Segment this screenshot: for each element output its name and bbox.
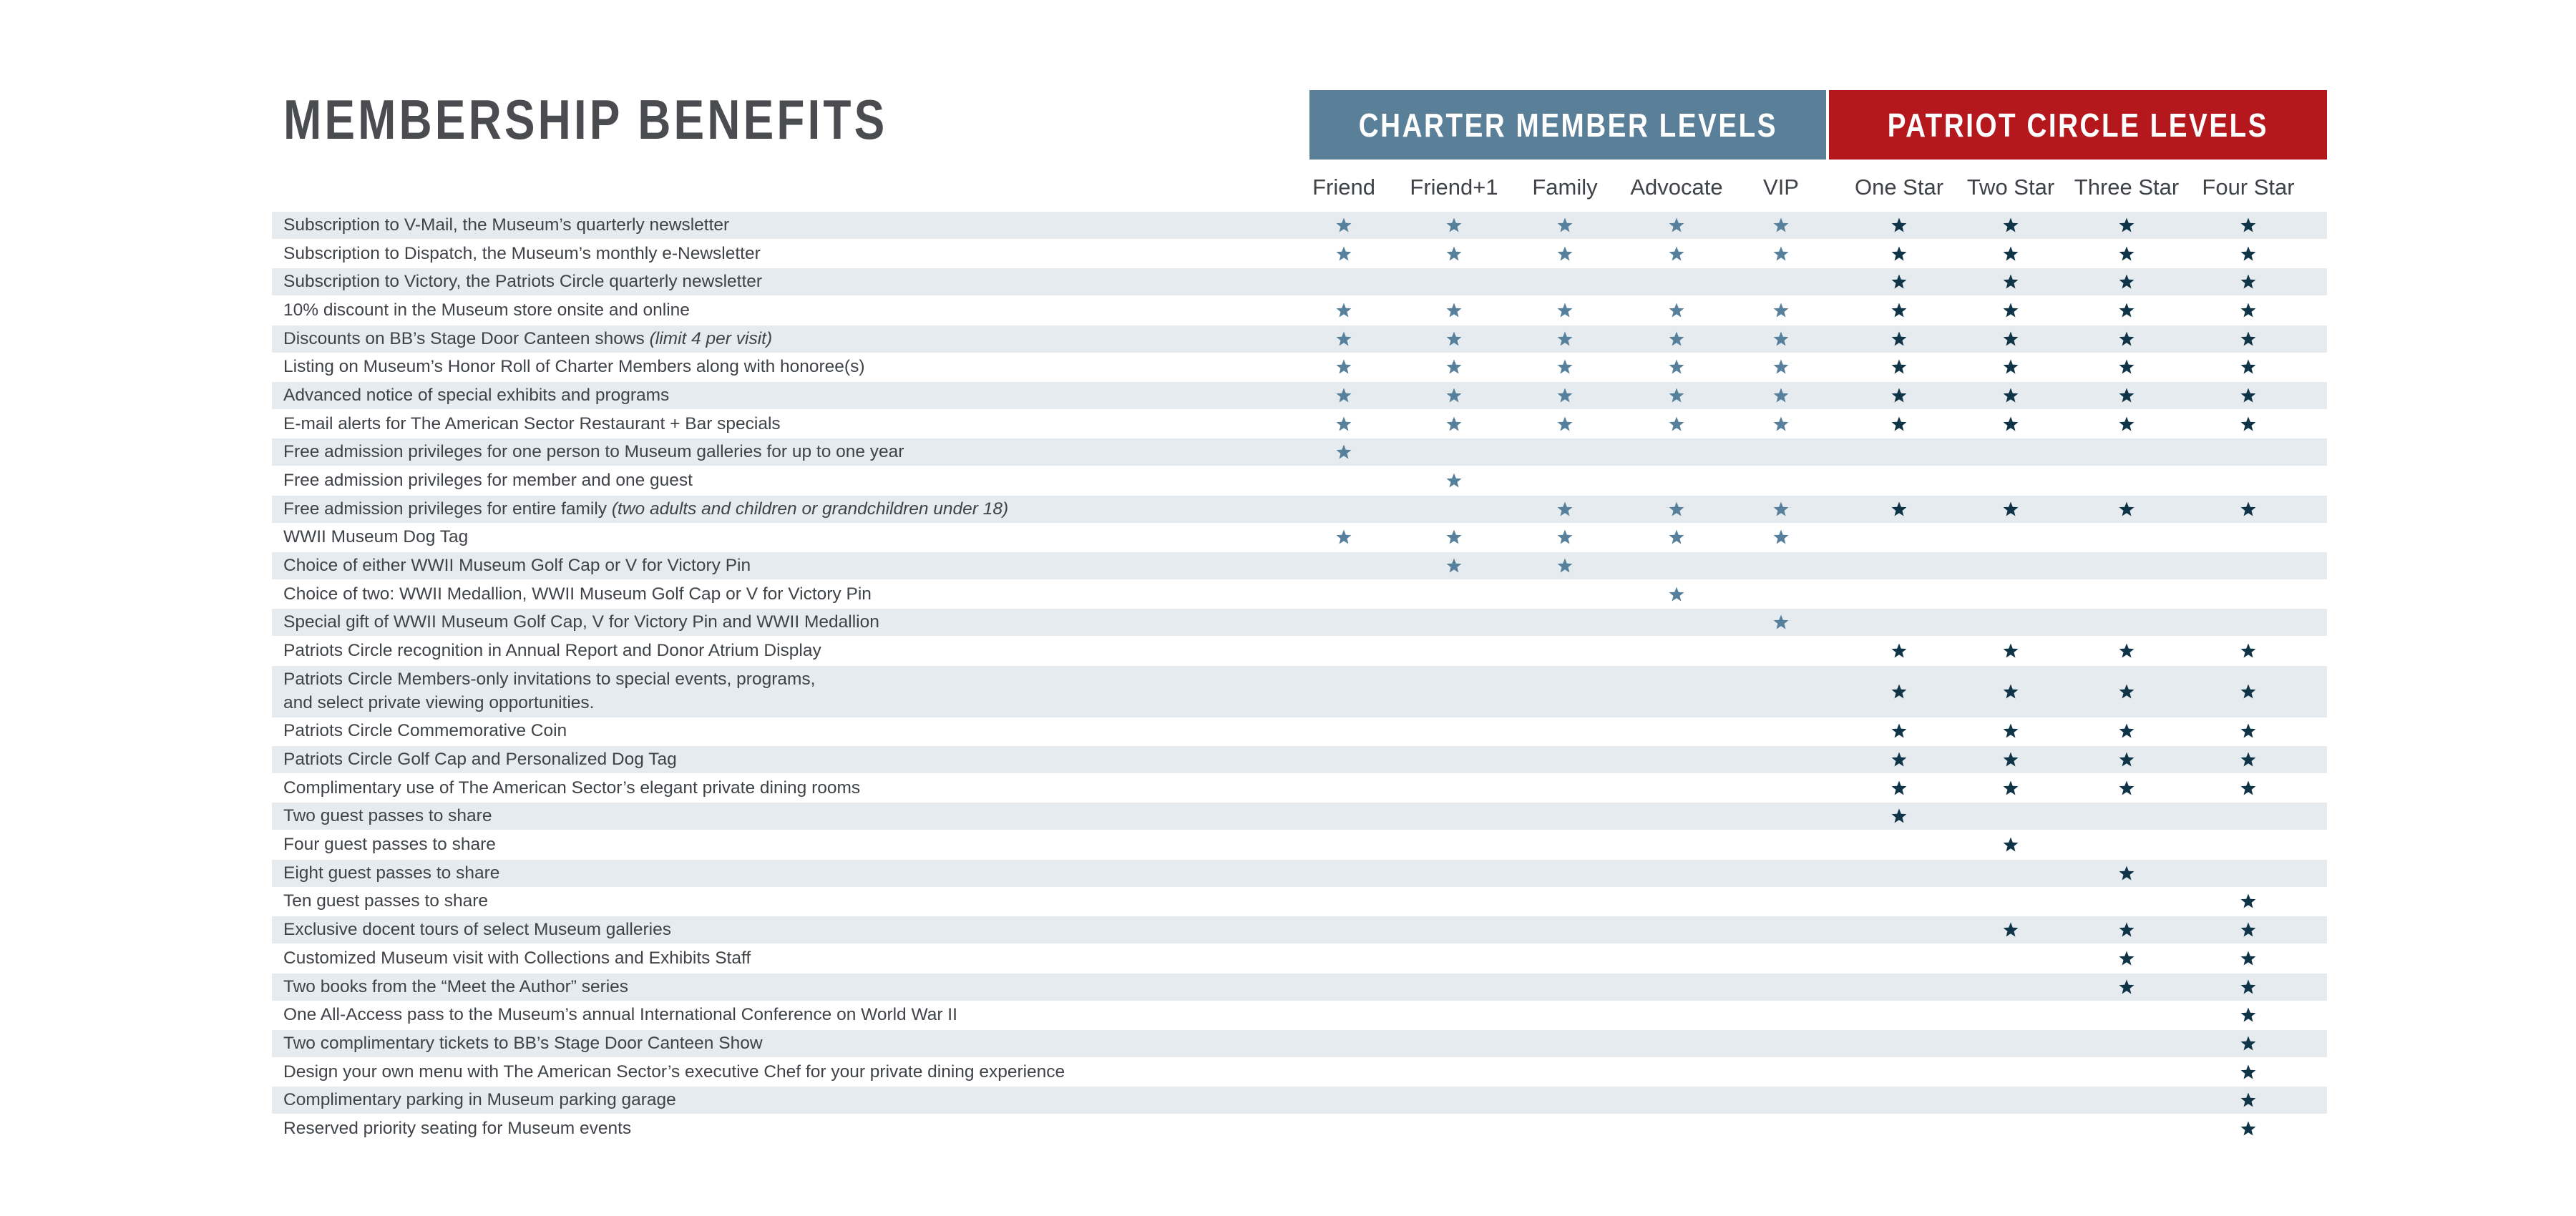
benefit-text: Advanced notice of special exhibits and programs [283, 386, 670, 405]
benefit-text: Free admission privileges for one person to Museum galleries for up to one year [283, 442, 904, 461]
star-icon [1335, 416, 1352, 433]
star-icon [1335, 443, 1352, 461]
benefit-label [283, 639, 821, 662]
star-icon [2002, 273, 2019, 290]
benefit-text: Patriots Circle Members-only invitations to special events, programs, [283, 670, 816, 689]
benefit-row [272, 916, 2327, 943]
star-icon [2240, 302, 2257, 319]
star-icon [1890, 358, 1908, 376]
benefit-row [272, 467, 2327, 494]
star-icon [1445, 245, 1463, 263]
column-header-four-star: Four Star [2202, 175, 2295, 200]
page-title: MEMBERSHIP BENEFITS [283, 88, 888, 151]
benefit-row [272, 325, 2327, 353]
star-icon [1556, 557, 1574, 574]
star-icon [2118, 416, 2135, 433]
benefit-row [272, 888, 2327, 915]
benefit-text: 10% discount in the Museum store onsite and online [283, 300, 690, 320]
star-icon [1556, 416, 1574, 433]
column-header-advocate: Advocate [1630, 175, 1723, 200]
star-icon [1772, 330, 1790, 348]
star-icon [1668, 217, 1685, 234]
star-icon [2002, 921, 2019, 938]
star-icon [1556, 302, 1574, 319]
star-icon [2118, 751, 2135, 768]
star-icon [2118, 865, 2135, 882]
star-icon [1445, 529, 1463, 546]
benefit-row [272, 438, 2327, 466]
star-icon [2240, 1092, 2257, 1109]
star-icon [2002, 416, 2019, 433]
benefit-label [283, 719, 567, 742]
benefit-text: Subscription to V-Mail, the Museum’s quarterly newsletter [283, 215, 730, 235]
star-icon [1890, 245, 1908, 263]
star-icon [1668, 501, 1685, 518]
star-icon [2118, 780, 2135, 797]
column-header-two-star: Two Star [1966, 175, 2055, 200]
star-icon [2240, 1064, 2257, 1081]
star-icon [1890, 808, 1908, 825]
benefit-label [283, 1031, 763, 1055]
star-icon [2240, 1006, 2257, 1024]
star-icon [1890, 217, 1908, 234]
star-icon [2240, 1035, 2257, 1052]
benefit-row [272, 496, 2327, 523]
star-icon [2240, 387, 2257, 404]
benefit-text: Eight guest passes to share [283, 863, 500, 883]
column-header-friend-plus: Friend+1 [1410, 175, 1498, 200]
star-icon [1890, 683, 1908, 700]
benefit-row [272, 524, 2327, 551]
benefits-table [272, 0, 2327, 1216]
benefit-row [272, 1030, 2327, 1057]
benefit-label [283, 582, 872, 606]
star-icon [1890, 273, 1908, 290]
star-icon [2002, 751, 2019, 768]
star-icon [2240, 683, 2257, 700]
star-icon [1335, 217, 1352, 234]
benefit-row [272, 637, 2327, 665]
star-icon [1890, 330, 1908, 348]
star-icon [1445, 330, 1463, 348]
star-icon [1335, 358, 1352, 376]
star-icon [1668, 387, 1685, 404]
star-icon [2118, 245, 2135, 263]
star-icon [2118, 302, 2135, 319]
patriot-circle-levels-label: PATRIOT CIRCLE LEVELS [1887, 106, 2269, 144]
benefit-label [283, 747, 677, 771]
star-icon [2240, 416, 2257, 433]
star-icon [1668, 245, 1685, 263]
benefit-label [283, 440, 904, 464]
star-icon [1772, 217, 1790, 234]
star-icon [1890, 780, 1908, 797]
column-header-family: Family [1532, 175, 1598, 200]
star-icon [1890, 722, 1908, 740]
star-icon [2002, 683, 2019, 700]
benefit-text: Complimentary parking in Museum parking garage [283, 1090, 676, 1109]
star-icon [1890, 642, 1908, 660]
star-icon [1445, 217, 1463, 234]
star-icon [2118, 387, 2135, 404]
benefit-row [272, 411, 2327, 438]
benefit-row [272, 803, 2327, 830]
benefit-label [283, 525, 468, 549]
star-icon [1335, 245, 1352, 263]
star-icon [2118, 217, 2135, 234]
star-icon [2002, 722, 2019, 740]
benefit-label [283, 804, 492, 828]
benefit-row [272, 666, 2327, 717]
star-icon [1890, 751, 1908, 768]
star-icon [2240, 501, 2257, 518]
benefit-row [272, 974, 2327, 1001]
star-icon [2240, 330, 2257, 348]
star-icon [2240, 979, 2257, 996]
star-icon [2240, 722, 2257, 740]
star-icon [2002, 245, 2019, 263]
benefit-label [283, 1088, 676, 1112]
star-icon [1668, 330, 1685, 348]
benefit-label [283, 861, 499, 885]
star-icon [1890, 302, 1908, 319]
benefit-label [283, 918, 671, 941]
star-icon [2240, 273, 2257, 290]
benefit-label [283, 497, 1008, 521]
benefit-label [283, 946, 751, 970]
star-icon [2118, 642, 2135, 660]
benefit-row [272, 1059, 2327, 1086]
star-icon [1556, 529, 1574, 546]
benefit-row [272, 831, 2327, 858]
benefit-text: Reserved priority seating for Museum events [283, 1119, 632, 1138]
benefit-label [283, 298, 690, 322]
benefit-row [272, 212, 2327, 239]
benefit-text: Patriots Circle recognition in Annual Report and Donor Atrium Display [283, 641, 821, 660]
star-icon [1445, 302, 1463, 319]
star-icon [1668, 358, 1685, 376]
benefit-text: Exclusive docent tours of select Museum galleries [283, 920, 671, 939]
star-icon [1668, 302, 1685, 319]
star-icon [1335, 387, 1352, 404]
star-icon [2118, 950, 2135, 967]
star-icon [2118, 979, 2135, 996]
star-icon [2002, 836, 2019, 853]
star-icon [1668, 586, 1685, 603]
benefit-text: Customized Museum visit with Collections and Exhibits Staff [283, 948, 751, 968]
benefit-label [283, 270, 762, 293]
benefit-label [283, 554, 751, 577]
benefit-row [272, 297, 2327, 324]
star-icon [2118, 722, 2135, 740]
benefit-label [283, 412, 781, 436]
star-icon [1668, 529, 1685, 546]
star-icon [2118, 330, 2135, 348]
column-header-three-star: Three Star [2074, 175, 2180, 200]
star-icon [2240, 358, 2257, 376]
benefit-text: Free admission privileges for entire family [283, 499, 612, 519]
benefit-text: Four guest passes to share [283, 835, 496, 854]
benefit-label [283, 327, 772, 350]
star-icon [2002, 302, 2019, 319]
benefit-text: Ten guest passes to share [283, 891, 489, 911]
benefit-label [283, 1003, 957, 1026]
star-icon [2240, 1120, 2257, 1137]
star-icon [1556, 330, 1574, 348]
column-header-friend: Friend [1312, 175, 1375, 200]
benefit-text: One All-Access pass to the Museum’s annual International Conference on World War II [283, 1005, 957, 1024]
benefit-row [272, 746, 2327, 773]
star-icon [2002, 330, 2019, 348]
star-icon [2240, 921, 2257, 938]
star-icon [1890, 501, 1908, 518]
benefit-label [283, 889, 488, 913]
star-icon [1772, 416, 1790, 433]
benefit-note: (limit 4 per visit) [649, 329, 773, 348]
benefit-label [283, 383, 669, 407]
benefit-row [272, 717, 2327, 745]
star-icon [1668, 416, 1685, 433]
star-icon [1772, 387, 1790, 404]
star-icon [2002, 501, 2019, 518]
star-icon [1335, 302, 1352, 319]
benefit-label [283, 667, 815, 715]
benefit-text: Two guest passes to share [283, 806, 492, 825]
star-icon [1772, 245, 1790, 263]
star-icon [2240, 780, 2257, 797]
star-icon [1556, 387, 1574, 404]
benefit-text: Subscription to Victory, the Patriots Circle quarterly newsletter [283, 272, 763, 291]
benefit-row [272, 268, 2327, 295]
benefit-row [272, 382, 2327, 409]
star-icon [1890, 416, 1908, 433]
benefit-label [283, 242, 761, 265]
benefit-text: Free admission privileges for member and one guest [283, 471, 693, 490]
star-icon [2002, 387, 2019, 404]
benefit-text: Choice of two: WWII Medallion, WWII Museum Golf Cap or V for Victory Pin [283, 584, 872, 604]
star-icon [2118, 358, 2135, 376]
benefit-label [283, 213, 729, 237]
benefit-label [283, 833, 496, 856]
column-header-one-star: One Star [1854, 175, 1944, 200]
benefit-label [283, 1060, 1065, 1084]
star-icon [2118, 921, 2135, 938]
star-icon [1445, 416, 1463, 433]
benefit-label [283, 1117, 631, 1140]
benefit-text: Two books from the “Meet the Author” series [283, 977, 629, 996]
benefit-text: Two complimentary tickets to BB’s Stage Door Canteen Show [283, 1034, 763, 1053]
charter-member-levels-label: CHARTER MEMBER LEVELS [1358, 106, 1777, 144]
star-icon [1445, 557, 1463, 574]
star-icon [2240, 217, 2257, 234]
column-header-vip: VIP [1763, 175, 1799, 200]
benefit-label [283, 975, 628, 999]
star-icon [2118, 501, 2135, 518]
benefit-row [272, 609, 2327, 636]
star-icon [1445, 358, 1463, 376]
benefit-label [283, 610, 879, 634]
benefit-row [272, 581, 2327, 608]
benefit-text: Design your own menu with The American Sector’s executive Chef for your private dining experience [283, 1062, 1065, 1082]
benefit-row [272, 353, 2327, 381]
star-icon [2240, 950, 2257, 967]
star-icon [1772, 358, 1790, 376]
star-icon [1445, 472, 1463, 489]
benefit-label [283, 776, 860, 800]
benefit-text: WWII Museum Dog Tag [283, 527, 469, 546]
benefit-text: Subscription to Dispatch, the Museum’s monthly e-Newsletter [283, 244, 761, 263]
star-icon [1772, 302, 1790, 319]
star-icon [2240, 642, 2257, 660]
benefit-text: Listing on Museum’s Honor Roll of Charter Members along with honoree(s) [283, 357, 865, 376]
benefit-label [283, 469, 693, 492]
benefit-row [272, 775, 2327, 802]
star-icon [2118, 683, 2135, 700]
benefit-text: Patriots Circle Golf Cap and Personalized Dog Tag [283, 750, 677, 769]
star-icon [2240, 751, 2257, 768]
star-icon [2002, 217, 2019, 234]
star-icon [1445, 387, 1463, 404]
star-icon [2002, 780, 2019, 797]
benefit-text: Special gift of WWII Museum Golf Cap, V for Victory Pin and WWII Medallion [283, 612, 879, 632]
benefit-row [272, 1115, 2327, 1142]
benefit-text: Discounts on BB’s Stage Door Canteen shows [283, 329, 650, 348]
benefit-text-line-2: and select private viewing opportunities. [283, 693, 595, 712]
star-icon [2002, 642, 2019, 660]
star-icon [1335, 529, 1352, 546]
benefit-row [272, 240, 2327, 268]
star-icon [2240, 245, 2257, 263]
star-icon [2240, 893, 2257, 910]
benefit-row [272, 1087, 2327, 1114]
benefit-note: (two adults and children or grandchildren under 18) [611, 499, 1009, 519]
benefit-text: E-mail alerts for The American Sector Restaurant + Bar specials [283, 414, 781, 433]
star-icon [1556, 358, 1574, 376]
star-icon [2118, 273, 2135, 290]
star-icon [1772, 529, 1790, 546]
star-icon [2002, 358, 2019, 376]
benefit-row [272, 945, 2327, 972]
benefit-row [272, 552, 2327, 579]
star-icon [1556, 501, 1574, 518]
star-icon [1556, 245, 1574, 263]
benefit-text: Choice of either WWII Museum Golf Cap or V for Victory Pin [283, 556, 751, 575]
benefit-label [283, 355, 865, 378]
star-icon [1556, 217, 1574, 234]
benefit-row [272, 860, 2327, 887]
star-icon [1335, 330, 1352, 348]
star-icon [1772, 614, 1790, 631]
benefit-row [272, 1001, 2327, 1029]
star-icon [1772, 501, 1790, 518]
benefit-text: Patriots Circle Commemorative Coin [283, 721, 567, 740]
star-icon [1890, 387, 1908, 404]
benefit-text: Complimentary use of The American Sector’s elegant private dining rooms [283, 778, 861, 798]
